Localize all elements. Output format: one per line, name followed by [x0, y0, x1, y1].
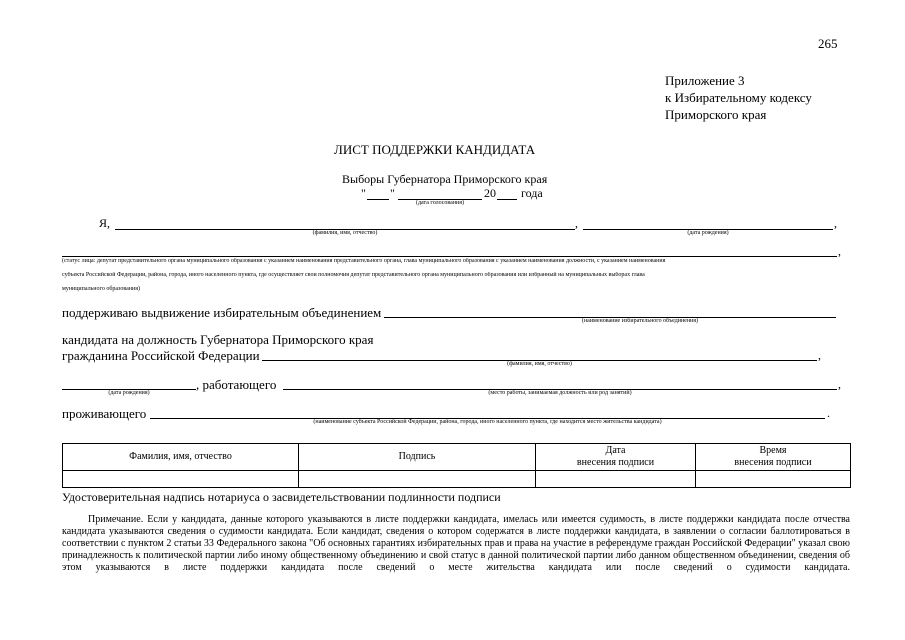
year-field-line [497, 199, 517, 200]
candidate-position: кандидата на должность Губернатора Приморского края [62, 332, 374, 347]
signer-fio-caption: (фамилия, имя, отчество) [312, 230, 378, 236]
appendix-line-3: Приморского края [665, 107, 767, 122]
date-suffix: года [521, 186, 543, 200]
candidate-period: . [827, 406, 830, 420]
candidate-working: , работающего [196, 377, 277, 392]
candidate-comma-2: , [838, 377, 841, 391]
status-caption-line-2: субъекта Российской Федерации, района, города, иного населенного пункта, где осуществляет свои полномочия депутат представительного органа муниципального образования или избранный на муниципальных выборах глава [62, 272, 645, 278]
candidate-comma: , [818, 348, 821, 362]
signer-comma-2: , [834, 216, 837, 230]
header-date-line-2: внесения подписи [576, 457, 655, 468]
signer-status-line [62, 256, 837, 257]
election-name: Выборы Губернатора Приморского края [342, 172, 548, 186]
support-text: поддерживаю выдвижение избирательным объединением [62, 305, 382, 320]
header-signature-date [536, 444, 696, 471]
signature-table [62, 443, 851, 488]
signer-birthdate-caption: (дата рождения) [687, 230, 729, 236]
signer-comma-1: , [575, 216, 578, 230]
date-year: 20 [484, 186, 496, 200]
cell-time[interactable] [696, 471, 851, 488]
note-text: Примечание. Если у кандидата, данные которого указываются в листе поддержки кандидата, имелась или имеется судимость, в листе поддержки кандидата после отчества кандидата указываются сведения о судимости кандидата. Если кандидат, сведения о котором содержатся в листе поддержки кандидата, в заявлении о согласии баллотироваться в соответствии с пунктом 2 статьи 33 Федерального закона "Об основных гарантиях избирательных прав и права на участие в референдуме граждан Российской Федерации" указал свою принадлежность к политической партии либо иному общественному объединению и свой статус в данной политической партии либо данном общественном объединении, сведения об этом указываются в листе поддержки кандидата после сведений о месте жительства кандидата или после сведений о судимости кандидата. [62, 514, 850, 573]
appendix-line-2: к Избирательному кодексу [665, 90, 812, 105]
status-caption-line-3: муниципального образования) [62, 286, 140, 292]
cell-fio[interactable] [63, 471, 299, 488]
date-open-quote: " [361, 186, 366, 200]
date-close-quote: " [390, 186, 395, 200]
candidate-citizen: гражданина Российской Федерации [62, 348, 260, 363]
cell-date[interactable] [536, 471, 696, 488]
candidate-birthdate-caption: (дата рождения) [108, 390, 150, 396]
voting-date-caption: (дата голосования) [415, 200, 465, 206]
association-caption: (наименование избирательного объединения) [581, 318, 699, 324]
header-time-line-1: Время [759, 445, 787, 456]
candidate-residence-caption: (наименование субъекта Российской Федерации, района, города, иного населенного пункта, где находится место жительства кандидата) [313, 419, 662, 425]
header-time-line-2: внесения подписи [734, 457, 812, 468]
cell-signature[interactable] [299, 471, 536, 488]
appendix-line-1: Приложение 3 [665, 73, 745, 88]
candidate-fio-caption: (фамилия, имя, отчество) [507, 361, 572, 367]
header-signature: Подпись [299, 444, 536, 471]
day-field-line [367, 199, 389, 200]
document-title: ЛИСТ ПОДДЕРЖКИ КАНДИДАТА [334, 142, 536, 157]
status-comma: , [838, 244, 841, 258]
status-caption-line-1: (статус лица: депутат представительного органа муниципального образования с указанием наименования представительного органа, глава муниципального образования с указанием наименования должности, с указанием наименования [62, 258, 666, 264]
candidate-work-caption: (место работы, занимаемая должность или род занятий) [488, 390, 632, 396]
header-fio: Фамилия, имя, отчество [63, 444, 299, 471]
signer-prefix: Я, [99, 216, 111, 230]
candidate-residing: проживающего [62, 406, 147, 421]
page-number: 265 [818, 36, 838, 51]
table-row [63, 471, 851, 488]
header-signature-time [696, 444, 851, 471]
notary-text: Удостоверительная надпись нотариуса о засвидетельствовании подлинности подписи [62, 490, 501, 504]
header-date-line-1: Дата [605, 445, 626, 456]
note-paragraph [62, 514, 850, 574]
table-header-row [63, 444, 851, 471]
